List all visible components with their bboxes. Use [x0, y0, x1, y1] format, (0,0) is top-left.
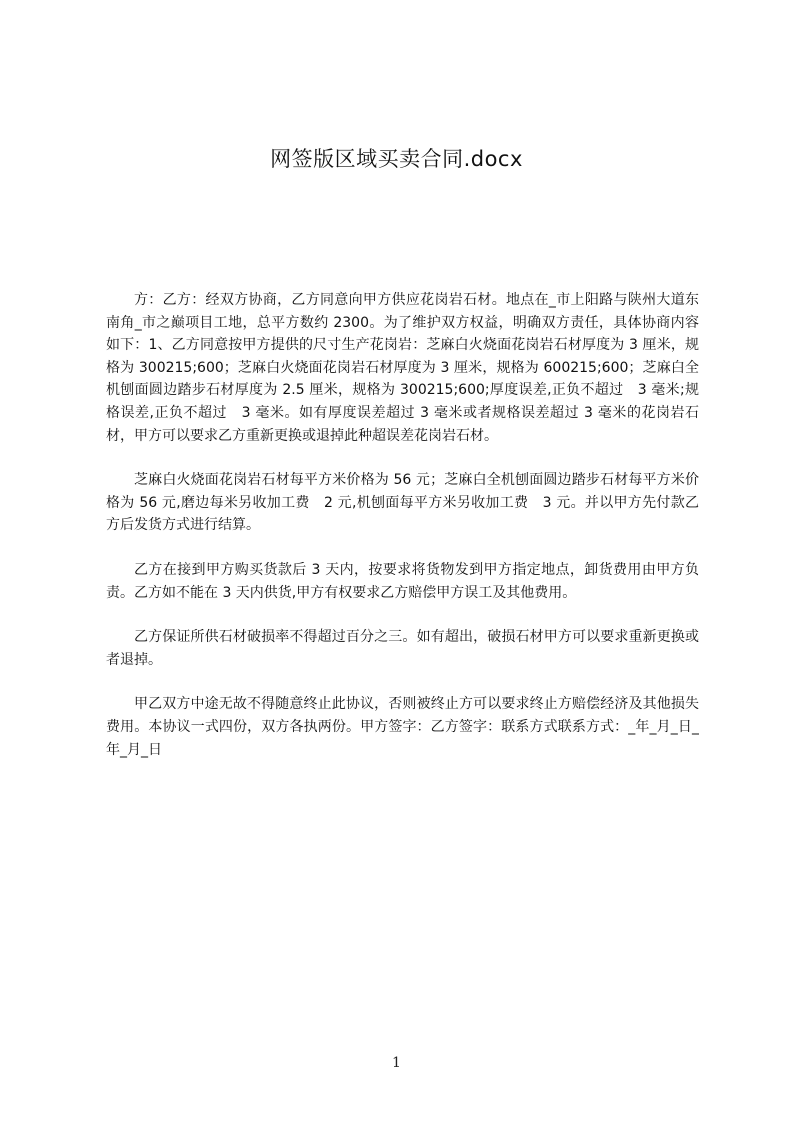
document-body: [106, 289, 699, 761]
paragraph-delivery: 乙方在接到甲方购买货款后 3 天内，按要求将货物发到甲方指定地点，卸货费用由甲方负责。乙方如不能在 3 天内供货,甲方有权要求乙方赔偿甲方误工及其他费用。: [106, 561, 699, 601]
page-number: 1: [392, 1055, 401, 1071]
document-title: 网签版区域买卖合同.docx: [270, 147, 523, 171]
paragraph-scope-and-specs: 方：乙方：经双方协商，乙方同意向甲方供应花岗岩石材。地点在_市上阳路与陕州大道东南角_市之巅项目工地，总平方数约 2300。为了维护双方权益，明确双方责任，具体协商内容如下：1、乙方同意按甲方提供的尺寸生产花岗岩：芝麻白火烧面花岗岩石材厚度为 3 厘米，规格为 300215;600；芝麻白火烧面花岗岩石材厚度为 3 厘米，规格为 600215;600；芝麻白全机刨面圆边踏步石材厚度为 2.5 厘米，规格为 300215;600;厚度误差,正负不超过 3 毫米;规格误差,正负不超过 3 毫米。如有厚度误差超过 3 毫米或者规格误差超过 3 毫米的花岗岩石材，甲方可以要求乙方重新更换或退掉此种超误差花岗岩石材。: [106, 292, 699, 444]
paragraph-termination-signatures: 甲乙双方中途无故不得随意终止此协议，否则被终止方可以要求终止方赔偿经济及其他损失费用。本协议一式四份，双方各执两份。甲方签字：乙方签字：联系方式联系方式：_年_月_日_年_月_日: [106, 696, 699, 758]
paragraph-pricing: 芝麻白火烧面花岗岩石材每平方米价格为 56 元；芝麻白全机刨面圆边踏步石材每平方米价格为 56 元,磨边每米另收加工费 2 元,机刨面每平方米另收加工费 3 元。并以甲方先付款乙方后发货方式进行结算。: [106, 472, 699, 534]
paragraph-breakage: 乙方保证所供石材破损率不得超过百分之三。如有超出，破损石材甲方可以要求重新更换或者退掉。: [106, 629, 699, 668]
